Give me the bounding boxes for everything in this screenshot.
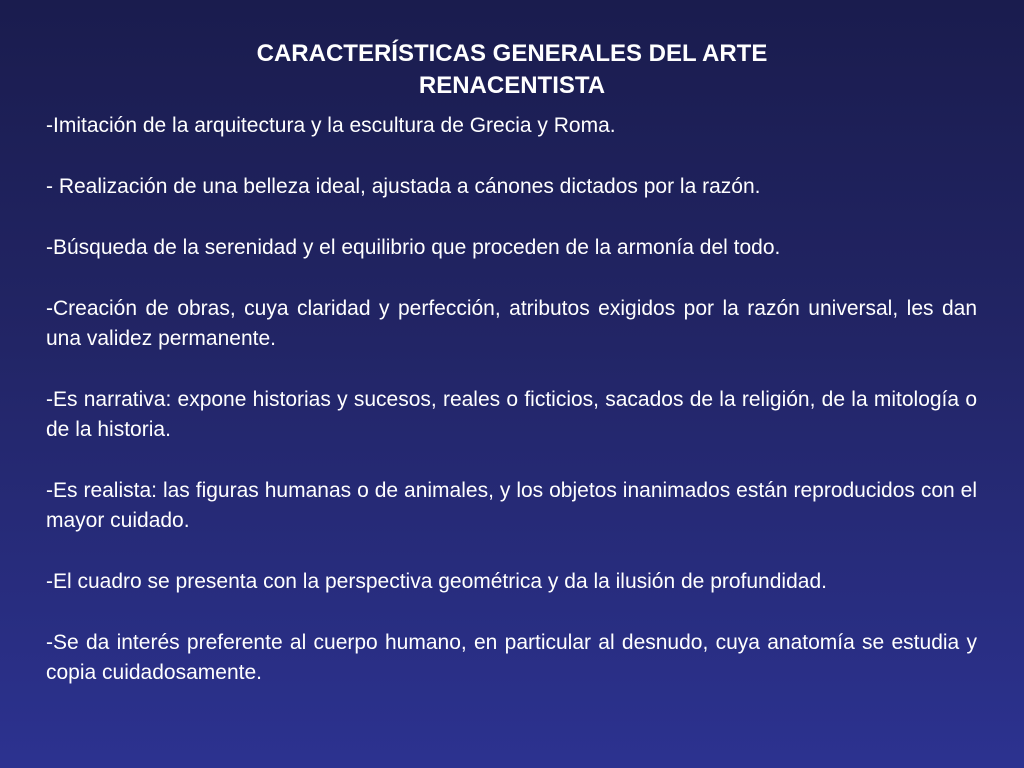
characteristic-item: -Se da interés preferente al cuerpo humano, en particular al desnudo, cuya anatomía se estudia y copia cuidadosamente. [46, 631, 977, 684]
characteristic-item: -Imitación de la arquitectura y la escultura de Grecia y Roma. [46, 114, 616, 137]
characteristic-item: -Es realista: las figuras humanas o de animales, y los objetos inanimados están reproducidos con el mayor cuidado. [46, 479, 977, 532]
characteristic-item: - Realización de una belleza ideal, ajustada a cánones dictados por la razón. [46, 175, 761, 198]
characteristic-item: -El cuadro se presenta con la perspectiva geométrica y da la ilusión de profundidad. [46, 570, 827, 593]
characteristic-item: -Es narrativa: expone historias y sucesos, reales o ficticios, sacados de la religión, de la mitología o de la historia. [46, 388, 977, 441]
slide-body [46, 111, 977, 719]
characteristic-item: -Búsqueda de la serenidad y el equilibrio que proceden de la armonía del todo. [46, 236, 781, 259]
slide-title-line-1: CARACTERÍSTICAS GENERALES DEL ARTE [256, 40, 768, 67]
slide-title-line-2: RENACENTISTA [418, 72, 606, 99]
slide-title [180, 38, 844, 102]
characteristic-item: -Creación de obras, cuya claridad y perfección, atributos exigidos por la razón universal, les dan una validez permanente. [46, 297, 977, 350]
